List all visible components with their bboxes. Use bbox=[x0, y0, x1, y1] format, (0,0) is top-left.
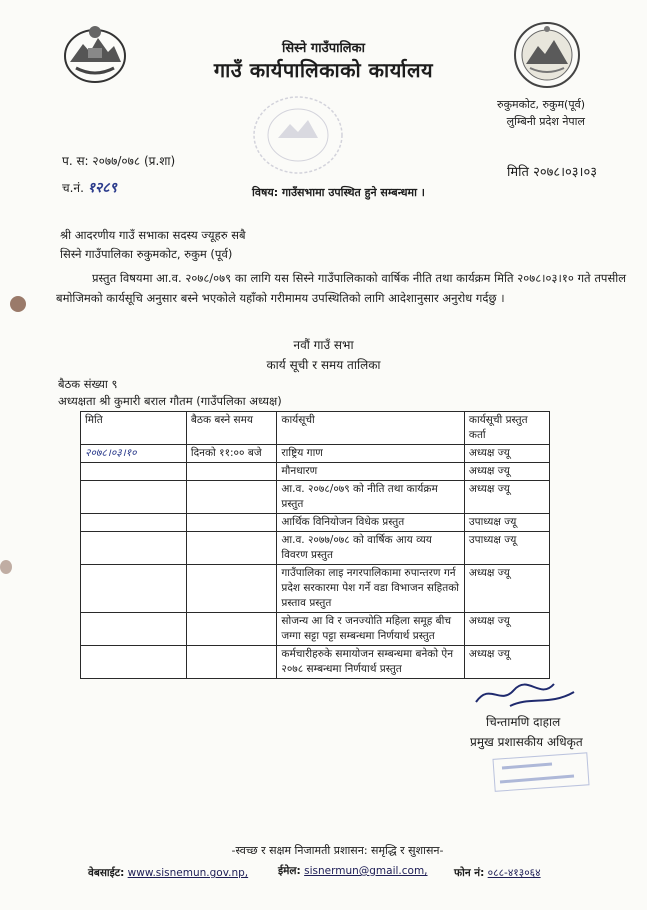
table-cell bbox=[81, 481, 187, 514]
addressee-line: सिस्ने गाउँपालिका रुकुमकोट, रुकुम (पूर्व) bbox=[60, 247, 233, 261]
reference-number: प. स: २०७७/०७८ (प्र.शा) bbox=[62, 154, 176, 168]
footer-website bbox=[88, 866, 248, 880]
table-cell: आ.व. २०७७/०७८ को वार्षिक आय व्यय विवरण प्रस्तुत bbox=[277, 532, 465, 565]
table-row bbox=[81, 646, 550, 679]
table-cell: अध्यक्ष ज्यू bbox=[464, 463, 549, 481]
signatory-name: चिन्तामणि दाहाल bbox=[486, 715, 561, 729]
table-cell bbox=[81, 463, 187, 481]
meeting-heading bbox=[0, 335, 647, 375]
table-cell bbox=[81, 565, 187, 613]
table-cell bbox=[81, 613, 187, 646]
table-cell: दिनको ११:०० बजे bbox=[186, 445, 277, 463]
column-header: बैठक बस्ने समय bbox=[186, 412, 277, 445]
meeting-chair: अध्यक्षता श्री कुमारी बराल गौतम (गाउँपलिका अध्यक्ष) bbox=[58, 394, 282, 408]
table-cell: मौनधारण bbox=[277, 463, 465, 481]
table-row bbox=[81, 514, 550, 532]
table-cell: २०७८।०३।१० bbox=[81, 445, 187, 463]
dispatch-value: १२८९ bbox=[87, 180, 117, 196]
address-line: रुकुमकोट, रुकुम(पूर्व) bbox=[497, 98, 585, 111]
table-cell: अध्यक्ष ज्यू bbox=[464, 481, 549, 514]
address-line: लुम्बिनी प्रदेश नेपाल bbox=[506, 115, 585, 128]
table-row bbox=[81, 445, 550, 463]
meeting-title: नवौं गाउँ सभा bbox=[293, 338, 354, 352]
letter-body: प्रस्तुत विषयमा आ.व. २०७८/०७९ का लागि यस सिस्ने गाउँपालिकाको वार्षिक नीति तथा कार्यक्रम मिति २०७८।०३।१० गते तपसील बमोजिमको कार्यसूचि अनुसार बस्ने भएकोले यहाँको गरीमामय उपस्थितिको लागि आदेशानुसार अनुरोध गर्दछु । bbox=[56, 271, 626, 305]
table-row bbox=[81, 613, 550, 646]
column-header: कार्यसूची प्रस्तुत कर्ता bbox=[464, 412, 549, 445]
signature-mark bbox=[470, 676, 580, 712]
column-header: मिति bbox=[81, 412, 187, 445]
table-cell: राष्ट्रिय गाण bbox=[277, 445, 465, 463]
footer-slogan: -स्वच्छ र सक्षम निजामती प्रशासन: समृद्धि र सुशासन- bbox=[231, 844, 444, 857]
table-cell bbox=[186, 463, 277, 481]
table-row bbox=[81, 463, 550, 481]
addressee-block bbox=[60, 226, 246, 264]
table-cell: गाउँपालिका लाइ नगरपालिकामा रुपान्तरण गर्न प्रदेश सरकारमा पेश गर्ने वडा विभाजन सहितको प्रस्ताव प्रस्तुत bbox=[277, 565, 465, 613]
column-header: कार्यसूची bbox=[277, 412, 465, 445]
municipality-name: सिस्ने गाउँपालिका bbox=[282, 41, 365, 56]
table-row bbox=[81, 565, 550, 613]
dispatch-label: च.नं. bbox=[62, 181, 84, 195]
letter-date bbox=[507, 162, 597, 180]
date-value: २०७८।०३।०३ bbox=[533, 165, 597, 180]
table-header-row bbox=[81, 412, 550, 445]
table-cell bbox=[81, 646, 187, 679]
table-cell bbox=[81, 514, 187, 532]
table-cell bbox=[186, 613, 277, 646]
meeting-number: बैठक संख्या ९ bbox=[58, 377, 118, 391]
footer-phone bbox=[454, 866, 541, 880]
table-cell bbox=[186, 646, 277, 679]
table-cell bbox=[186, 565, 277, 613]
table-cell: आ.व. २०७८/०७९ को नीति तथा कार्यक्रम प्रस्तुत bbox=[277, 481, 465, 514]
meeting-subtitle: कार्य सूची र समय तालिका bbox=[266, 358, 381, 372]
office-title: गाउँ कार्यपालिकाको कार्यालय bbox=[213, 58, 434, 82]
agenda-table bbox=[80, 411, 550, 679]
phone-number: ०८८-४१३०६४ bbox=[487, 867, 541, 879]
punch-hole bbox=[10, 296, 26, 312]
table-cell: सोजन्य आ वि र जनज्योति महिला समूह बीच जग्गा सट्टा पट्टा सम्बन्धमा निर्णयार्थ प्रस्तुत bbox=[277, 613, 465, 646]
website-link[interactable]: www.sisnemun.gov.np, bbox=[127, 867, 249, 879]
table-row bbox=[81, 532, 550, 565]
name-rubber-stamp bbox=[492, 752, 592, 792]
table-cell: कर्मचारीहरुके समायोजन सम्बन्धमा बनेको ऐन २०७८ सम्बन्धमा निर्णयार्थ प्रस्तुत bbox=[277, 646, 465, 679]
table-cell: अध्यक्ष ज्यू bbox=[464, 565, 549, 613]
date-label: मिति bbox=[507, 165, 529, 180]
table-cell: अध्यक्ष ज्यू bbox=[464, 646, 549, 679]
table-cell: आर्थिक विनियोजन विधेक प्रस्तुत bbox=[277, 514, 465, 532]
letter-subject: विषय: गाउँसभामा उपस्थित हुने सम्बन्धमा । bbox=[252, 186, 425, 199]
table-cell bbox=[186, 481, 277, 514]
table-cell bbox=[186, 514, 277, 532]
table-cell: उपाध्यक्ष ज्यू bbox=[464, 532, 549, 565]
table-cell: अध्यक्ष ज्यू bbox=[464, 613, 549, 646]
table-cell: अध्यक्ष ज्यू bbox=[464, 445, 549, 463]
email-link[interactable]: sisnermun@gmail.com, bbox=[304, 865, 428, 877]
table-row bbox=[81, 481, 550, 514]
addressee-line: श्री आदरणीय गाउँ सभाका सदस्य ज्यूहरु सबै bbox=[60, 228, 246, 242]
table-cell bbox=[186, 532, 277, 565]
table-cell: उपाध्यक्ष ज्यू bbox=[464, 514, 549, 532]
table-cell bbox=[81, 532, 187, 565]
faint-seal-stamp bbox=[248, 90, 348, 180]
email-label: ईमेल: bbox=[278, 865, 301, 877]
footer-email bbox=[278, 864, 428, 878]
signatory-title: प्रमुख प्रशासकीय अधिकृत bbox=[470, 735, 583, 749]
office-address bbox=[497, 96, 585, 130]
phone-label: फोन नं: bbox=[454, 867, 485, 879]
punch-hole bbox=[0, 560, 12, 574]
website-label: वेबसाईट: bbox=[88, 867, 125, 879]
